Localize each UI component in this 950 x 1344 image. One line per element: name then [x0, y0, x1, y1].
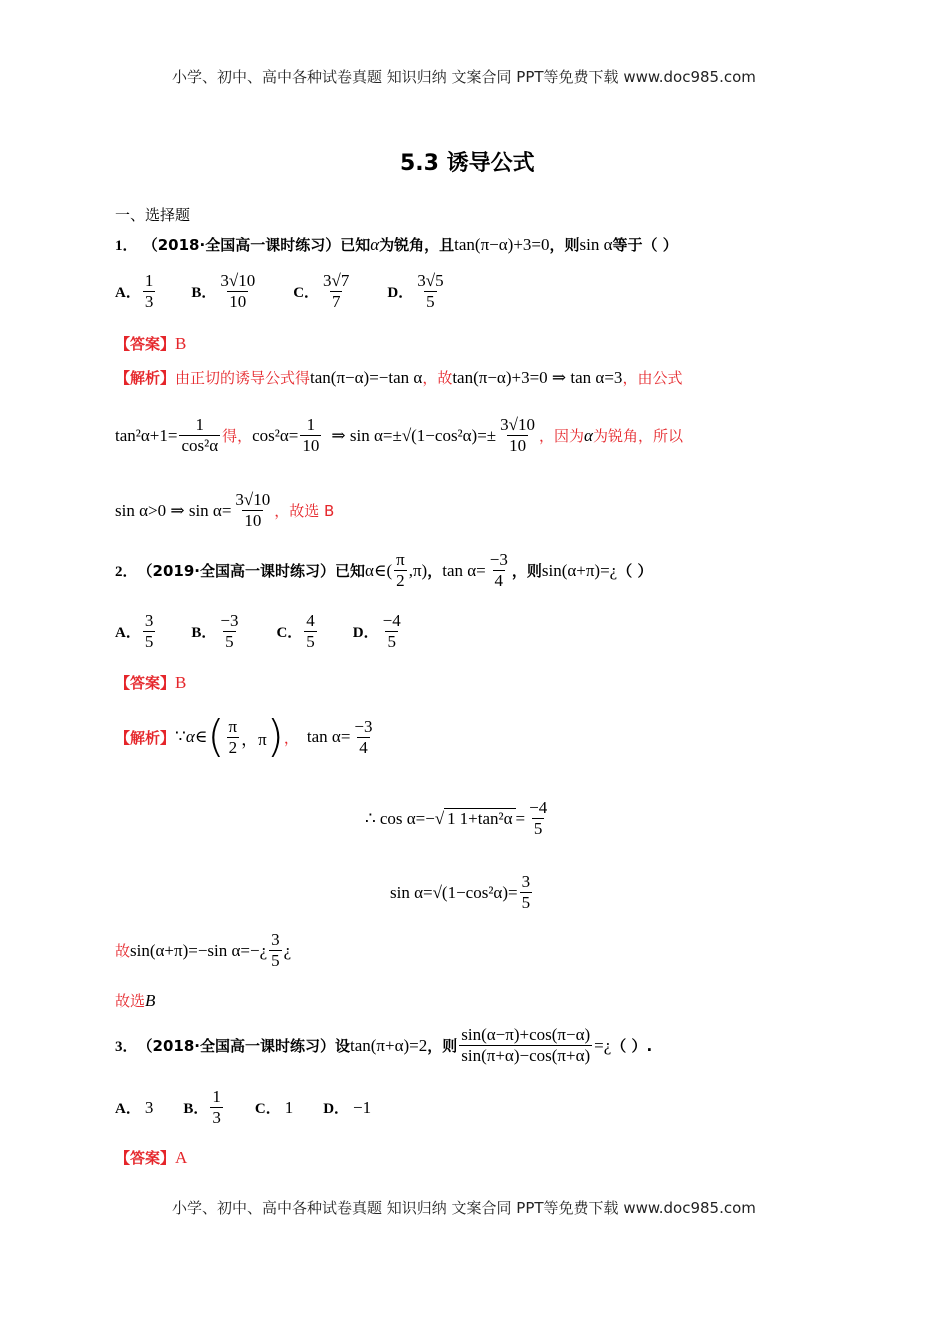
- option-b-fraction: $\frac{3√10}{10}$: [220, 271, 256, 311]
- analysis-2-line-5: 故选B: [115, 991, 156, 1010]
- question-text: 为锐角，且: [379, 236, 455, 254]
- analysis-1-line-1: 【解析】由正切的诱导公式得tan(π−α)=−tan α，故tan(π−α)+3=0 ⇒ tan α=3，由公式: [115, 368, 683, 387]
- option-d-value: −1: [353, 1097, 372, 1117]
- math: tan(π−α)+3=0: [454, 235, 550, 254]
- answer-value: A: [175, 1148, 188, 1167]
- analysis-2-line-3: sin α=√(1−cos²α)= $\frac{3}{5}$: [390, 872, 531, 912]
- option-label: A．: [115, 285, 141, 301]
- option-a-value: 3: [144, 1097, 154, 1117]
- analysis-2-line-2: ∴ cos α=− √ 1 1+tan²α = $\frac{-4}{5}$: [365, 798, 548, 838]
- option-a-fraction: $\frac{1}{3}$: [144, 271, 154, 311]
- option-d-fraction: $\frac{-4}{5}$: [382, 611, 401, 651]
- option-label: B．: [191, 285, 217, 301]
- math: sin α: [579, 235, 613, 254]
- analysis-1-line-3: sin α>0 ⇒ sin α= $\frac{3√10}{10}$ ，故选 B: [115, 490, 335, 530]
- page-header: 小学、初中、高中各种试卷真题 知识归纳 文案合同 PPT等免费下载 www.doc985.com: [172, 68, 756, 86]
- analysis-1-line-2: tan²α+1= $\frac{1}{\text{cos²α}}$ 得， cos²α= $\frac{1}{10}$ ⇒ sin α=±√(1−cos²α)=± $\frac{3√10}{10}$ ，因为 α 为锐角，所以: [115, 415, 683, 455]
- answer-2: 【答案】B: [115, 673, 187, 692]
- page-footer: 小学、初中、高中各种试卷真题 知识归纳 文案合同 PPT等免费下载 www.doc985.com: [172, 1199, 756, 1217]
- question-3: 3． （2018·全国高一课时练习）设 tan(π+α)=2 ，则 $\frac{\sin(\alpha-\pi)+\cos(\pi-\alpha)}{\sin(\pi+\alpha)-\cos(\pi+\alpha)}$ =¿ （ ）.: [115, 1025, 653, 1065]
- option-a-fraction: $\frac{3}{5}$: [144, 611, 154, 651]
- option-c-value: 1: [284, 1097, 294, 1117]
- section-heading: 一、选择题: [115, 206, 191, 224]
- question-1: [115, 234, 678, 255]
- answer-3: 【答案】A: [115, 1148, 188, 1167]
- options-3: A． 3 B． $\frac{1}{3}$ C． 1 D． −1: [115, 1087, 372, 1127]
- option-c-fraction: $\frac{4}{5}$: [306, 611, 315, 651]
- answer-1: 【答案】B: [115, 334, 187, 353]
- math: α: [370, 235, 380, 254]
- option-b-fraction: $\frac{1}{3}$: [212, 1087, 221, 1127]
- question-text: 等于（ ）: [612, 236, 678, 254]
- option-label: C．: [293, 285, 320, 301]
- analysis-2-line-1: 【解析】 ∵ α∈ ( $\frac{\pi}{2}$ ，π ) ， tan α= $\frac{-3}{4}$: [115, 711, 373, 762]
- option-c-fraction: $\frac{3√7}{7}$: [323, 271, 350, 311]
- question-text: ，则: [549, 236, 580, 254]
- option-d-fraction: $\frac{3√5}{5}$: [417, 271, 444, 311]
- options-2: A． $\frac{3}{5}$ B． $\frac{-3}{5}$ C． $\frac{4}{5}$ D． $\frac{-4}{5}$: [115, 611, 401, 651]
- options-1: [115, 271, 448, 312]
- analysis-2-line-4: 故 sin(α+π)=−sin α=−¿ $\frac{3}{5}$ ¿: [115, 930, 292, 970]
- question-number: 1．: [115, 238, 138, 254]
- answer-value: B: [175, 334, 187, 353]
- answer-value: B: [175, 673, 187, 692]
- question-text: （2018·全国高一课时练习）已知: [142, 236, 371, 254]
- option-label: D．: [387, 285, 414, 301]
- page-title: 5.3 诱导公式: [400, 151, 535, 176]
- question-2: 2． （2019·全国高一课时练习）已知 α∈( $\frac{\pi}{2}$ ,π) ， tan α= $\frac{-3}{4}$ ，则 sin(α+π)=¿ （ ）: [115, 550, 653, 590]
- option-b-fraction: $\frac{-3}{5}$: [220, 611, 239, 651]
